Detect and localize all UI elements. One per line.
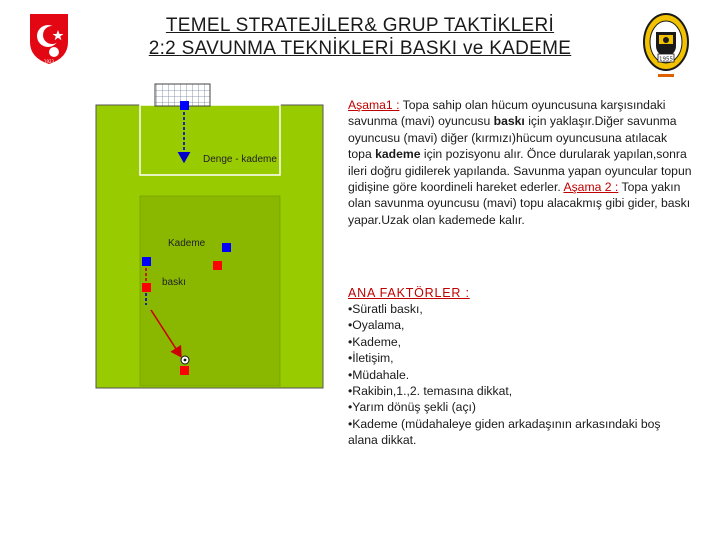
attacker-right bbox=[213, 261, 222, 270]
right-logo-year: 1955 bbox=[659, 56, 673, 63]
pitch-channel bbox=[140, 196, 280, 386]
list-item: •Müdahale. bbox=[348, 367, 410, 382]
left-logo-year: 1923 bbox=[43, 59, 55, 64]
page-title-line2: 2:2 SAVUNMA TEKNİKLERİ BASKI ve KADEME bbox=[148, 38, 572, 59]
stage-description bbox=[348, 97, 693, 228]
stage2-text: Topa yakın olan savunma oyuncusu (mavi) topu alacakmış gibi gider, baskı yapar.Uzak olan kademede kalır. bbox=[348, 180, 691, 227]
label-denge: Denge - kademe bbox=[203, 154, 277, 165]
list-item: •Süratli baskı, bbox=[348, 302, 423, 316]
attacker-left bbox=[142, 283, 151, 292]
list-item: •Oyalama, bbox=[348, 318, 405, 333]
stage1-text-c: için pozisyonu alır. Önce durularak yapılan,sonra ileri doğru gidilerek yapılanda. Savunma yapan oyuncular topun gidişine göre koordineli hareket ederler. bbox=[348, 147, 692, 195]
stage1-bold-kademe: kademe bbox=[375, 147, 421, 162]
defender-kademe bbox=[222, 243, 231, 252]
factors-heading: ANA FAKTÖRLER : bbox=[348, 286, 470, 300]
stage2-heading: Aşama 2 : bbox=[563, 180, 619, 195]
stage1-text-b: için yaklaşır.Diğer savunma oyuncusu (mavi) diğer (kırmızı)hücum oyuncusuna atılacak topa bbox=[348, 114, 677, 162]
label-baski: baskı bbox=[162, 277, 186, 288]
page-title-line1: TEMEL STRATEJİLER& GRUP TAKTİKLERİ bbox=[165, 15, 555, 36]
factors-list bbox=[348, 301, 693, 449]
list-item: •Kademe (müdahaleye giden arkadaşının arkasındaki boş alana dikkat. bbox=[348, 416, 661, 448]
list-item: •Rakibin,1.,2. temasına dikkat, bbox=[348, 384, 513, 399]
list-item: •Yarım dönüş şekli (açı) bbox=[348, 400, 476, 415]
label-kademe: Kademe bbox=[168, 238, 206, 249]
list-item: •İletişim, bbox=[348, 351, 394, 366]
stage1-text-a: Topa sahip olan hücum oyuncusuna karşısındaki savunma (mavi) oyuncusu bbox=[348, 98, 666, 129]
defender-top bbox=[180, 101, 189, 110]
stage1-bold-baski: baskı bbox=[493, 114, 525, 129]
stage1-heading: Aşama1 : bbox=[348, 98, 400, 112]
defender-baski bbox=[142, 257, 151, 266]
list-item: •Kademe, bbox=[348, 334, 402, 349]
attacker-bottom bbox=[180, 366, 189, 375]
